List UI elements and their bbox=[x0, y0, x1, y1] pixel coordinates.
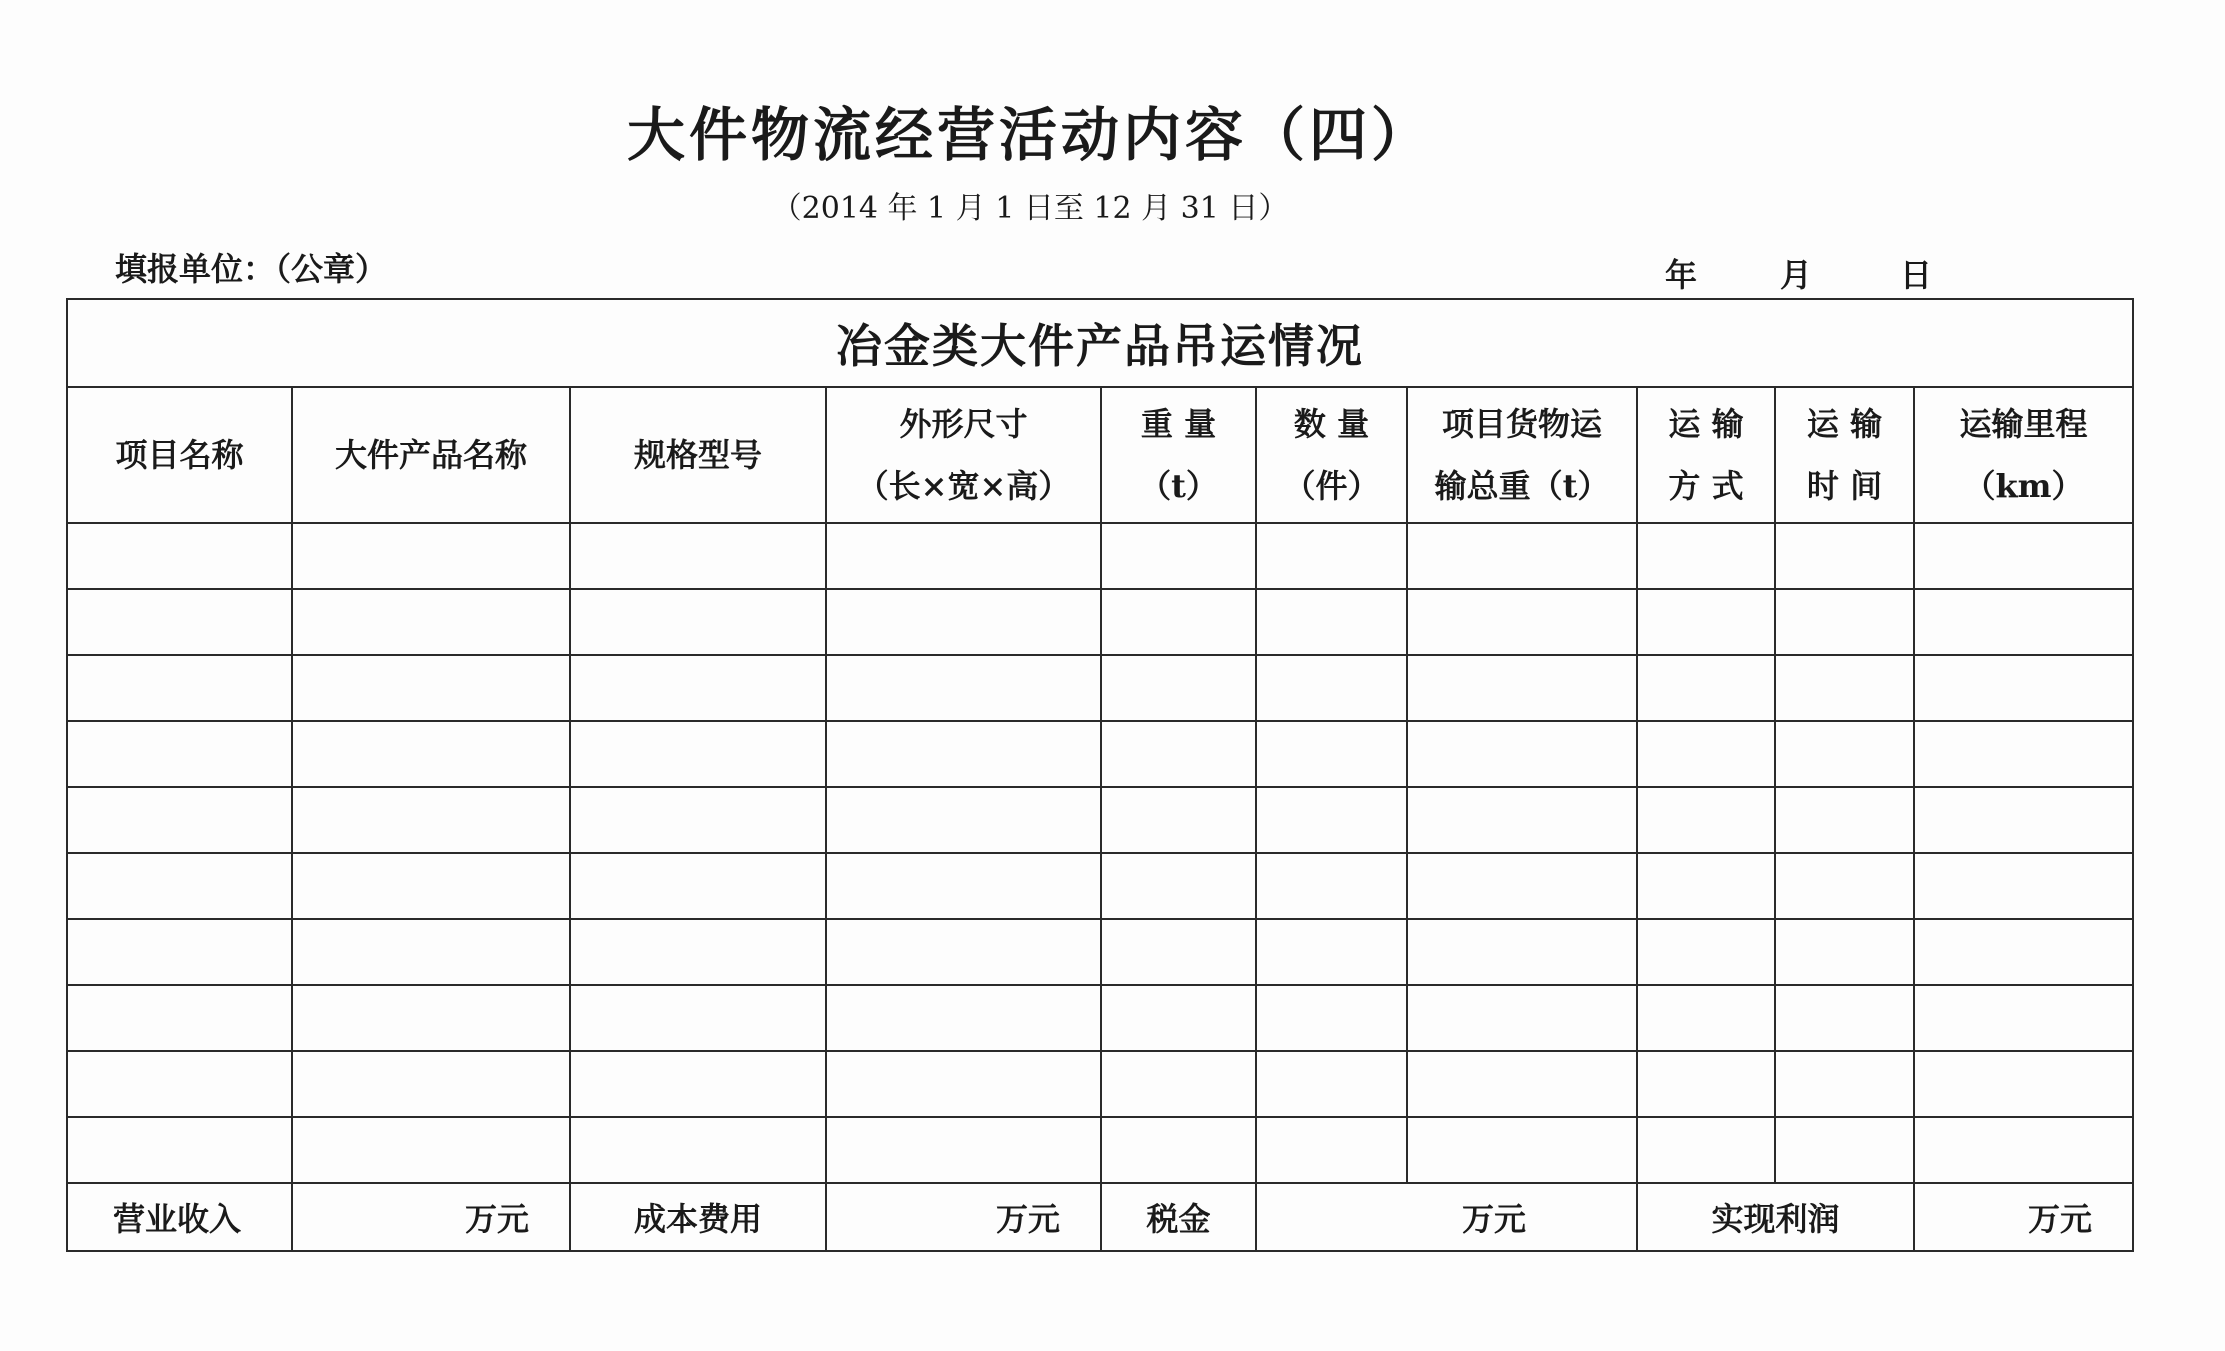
table-cell[interactable] bbox=[570, 655, 826, 721]
table-cell[interactable] bbox=[1256, 523, 1407, 589]
table-cell[interactable] bbox=[1775, 787, 1914, 853]
table-cell[interactable] bbox=[570, 787, 826, 853]
table-cell[interactable] bbox=[826, 787, 1101, 853]
table-cell[interactable] bbox=[67, 985, 292, 1051]
metallurgy-cargo-table bbox=[66, 298, 2134, 1252]
table-cell[interactable] bbox=[826, 523, 1101, 589]
table-cell[interactable] bbox=[570, 1051, 826, 1117]
table-cell[interactable] bbox=[67, 721, 292, 787]
table-row bbox=[67, 721, 2133, 787]
table-cell[interactable] bbox=[1637, 985, 1775, 1051]
table-cell[interactable] bbox=[292, 1051, 570, 1117]
table-cell[interactable] bbox=[1775, 1117, 1914, 1183]
table-cell[interactable] bbox=[1637, 787, 1775, 853]
table-cell[interactable] bbox=[1407, 787, 1637, 853]
table-cell[interactable] bbox=[292, 589, 570, 655]
cost-unit: 万元 bbox=[826, 1183, 1101, 1251]
table-cell[interactable] bbox=[570, 853, 826, 919]
table-cell[interactable] bbox=[292, 721, 570, 787]
revenue-label: 营业收入 bbox=[67, 1183, 292, 1251]
table-cell[interactable] bbox=[1775, 1051, 1914, 1117]
section-title-row bbox=[67, 299, 2133, 387]
table-row bbox=[67, 655, 2133, 721]
date-year-label: 年 bbox=[1665, 256, 1698, 294]
table-row bbox=[67, 589, 2133, 655]
table-cell[interactable] bbox=[1914, 721, 2133, 787]
reporting-period: （2014 年 1 月 1 日至 12 月 31 日） bbox=[771, 191, 1289, 226]
col-header-transport-time: 运 输 时 间 bbox=[1775, 387, 1914, 523]
table-cell[interactable] bbox=[1256, 787, 1407, 853]
table-cell[interactable] bbox=[292, 853, 570, 919]
table-cell[interactable] bbox=[570, 985, 826, 1051]
col-header-product-name: 大件产品名称 bbox=[292, 387, 570, 523]
table-cell[interactable] bbox=[1407, 1051, 1637, 1117]
table-cell[interactable] bbox=[570, 589, 826, 655]
table-cell[interactable] bbox=[1637, 655, 1775, 721]
table-cell[interactable] bbox=[1256, 853, 1407, 919]
table-cell[interactable] bbox=[1637, 721, 1775, 787]
table-row bbox=[67, 523, 2133, 589]
table-cell[interactable] bbox=[1407, 919, 1637, 985]
tax-unit: 万元 bbox=[1256, 1183, 1637, 1251]
date-month-label: 月 bbox=[1780, 256, 1813, 294]
table-cell[interactable] bbox=[67, 655, 292, 721]
table-cell[interactable] bbox=[1914, 655, 2133, 721]
section-title: 冶金类大件产品吊运情况 bbox=[67, 299, 2133, 387]
table-cell[interactable] bbox=[1637, 1117, 1775, 1183]
col-header-total-weight: 项目货物运 输总重（t） bbox=[1407, 387, 1637, 523]
table-cell[interactable] bbox=[1101, 1117, 1256, 1183]
table-cell[interactable] bbox=[292, 655, 570, 721]
table-cell[interactable] bbox=[1101, 655, 1256, 721]
table-cell[interactable] bbox=[1914, 1117, 2133, 1183]
table-cell[interactable] bbox=[1914, 787, 2133, 853]
tax-label: 税金 bbox=[1101, 1183, 1256, 1251]
table-cell[interactable] bbox=[1775, 589, 1914, 655]
table-cell[interactable] bbox=[570, 1117, 826, 1183]
summary-row bbox=[67, 1183, 2133, 1251]
table-cell[interactable] bbox=[1256, 985, 1407, 1051]
table-cell[interactable] bbox=[826, 985, 1101, 1051]
column-header-row bbox=[67, 387, 2133, 523]
table-cell[interactable] bbox=[1914, 1051, 2133, 1117]
table-cell[interactable] bbox=[67, 1051, 292, 1117]
table-cell[interactable] bbox=[1775, 853, 1914, 919]
table-cell[interactable] bbox=[1256, 721, 1407, 787]
table-cell[interactable] bbox=[292, 523, 570, 589]
table-cell[interactable] bbox=[570, 919, 826, 985]
table-cell[interactable] bbox=[1407, 721, 1637, 787]
table-cell[interactable] bbox=[826, 721, 1101, 787]
table-cell[interactable] bbox=[1407, 985, 1637, 1051]
table-cell[interactable] bbox=[1914, 853, 2133, 919]
table-cell[interactable] bbox=[1407, 853, 1637, 919]
table-row bbox=[67, 1051, 2133, 1117]
table-cell[interactable] bbox=[1101, 985, 1256, 1051]
table-cell[interactable] bbox=[1914, 985, 2133, 1051]
table-cell[interactable] bbox=[1775, 655, 1914, 721]
table-cell[interactable] bbox=[826, 1117, 1101, 1183]
table-cell[interactable] bbox=[1101, 523, 1256, 589]
table-cell[interactable] bbox=[1407, 523, 1637, 589]
table-cell[interactable] bbox=[1914, 589, 2133, 655]
table-cell[interactable] bbox=[1101, 1051, 1256, 1117]
table-cell[interactable] bbox=[292, 985, 570, 1051]
table-cell[interactable] bbox=[1256, 655, 1407, 721]
table-cell[interactable] bbox=[1914, 919, 2133, 985]
table-cell[interactable] bbox=[1256, 919, 1407, 985]
table-cell[interactable] bbox=[1637, 523, 1775, 589]
table-row bbox=[67, 985, 2133, 1051]
table-cell[interactable] bbox=[1775, 523, 1914, 589]
col-header-mileage: 运输里程 （km） bbox=[1914, 387, 2133, 523]
table-cell[interactable] bbox=[1407, 655, 1637, 721]
table-cell[interactable] bbox=[1407, 589, 1637, 655]
date-day-label: 日 bbox=[1900, 256, 1933, 294]
table-row bbox=[67, 787, 2133, 853]
table-cell[interactable] bbox=[292, 1117, 570, 1183]
col-header-spec-model: 规格型号 bbox=[570, 387, 826, 523]
table-cell[interactable] bbox=[1637, 853, 1775, 919]
table-cell[interactable] bbox=[826, 853, 1101, 919]
table-cell[interactable] bbox=[1775, 985, 1914, 1051]
table-cell[interactable] bbox=[570, 523, 826, 589]
col-header-dimensions: 外形尺寸 （长×宽×高） bbox=[826, 387, 1101, 523]
profit-unit: 万元 bbox=[1914, 1183, 2133, 1251]
table-cell[interactable] bbox=[67, 1117, 292, 1183]
table-cell[interactable] bbox=[67, 853, 292, 919]
table-cell[interactable] bbox=[67, 589, 292, 655]
col-header-quantity: 数 量 （件） bbox=[1256, 387, 1407, 523]
table-cell[interactable] bbox=[67, 523, 292, 589]
table-cell[interactable] bbox=[1101, 721, 1256, 787]
profit-label: 实现利润 bbox=[1637, 1183, 1914, 1251]
col-header-transport-mode: 运 输 方 式 bbox=[1637, 387, 1775, 523]
table-cell[interactable] bbox=[1775, 919, 1914, 985]
table-cell[interactable] bbox=[1775, 721, 1914, 787]
table-cell[interactable] bbox=[826, 655, 1101, 721]
table-cell[interactable] bbox=[67, 787, 292, 853]
table-row bbox=[67, 1117, 2133, 1183]
table-cell[interactable] bbox=[1637, 919, 1775, 985]
table-cell[interactable] bbox=[826, 919, 1101, 985]
table-cell[interactable] bbox=[1637, 1051, 1775, 1117]
table-cell[interactable] bbox=[1407, 1117, 1637, 1183]
table-body bbox=[67, 523, 2133, 1183]
table-cell[interactable] bbox=[292, 787, 570, 853]
table-cell[interactable] bbox=[292, 919, 570, 985]
table-cell[interactable] bbox=[826, 1051, 1101, 1117]
table-cell[interactable] bbox=[1101, 919, 1256, 985]
table-cell[interactable] bbox=[1101, 787, 1256, 853]
reporting-unit-label: 填报单位：（公章） bbox=[115, 250, 388, 288]
col-header-project-name: 项目名称 bbox=[67, 387, 292, 523]
table-cell[interactable] bbox=[1256, 1051, 1407, 1117]
table-row bbox=[67, 853, 2133, 919]
page-title: 大件物流经营活动内容（四） bbox=[626, 101, 1433, 169]
table-cell[interactable] bbox=[570, 721, 826, 787]
date-label bbox=[1665, 250, 1932, 296]
table-cell[interactable] bbox=[1256, 589, 1407, 655]
revenue-unit: 万元 bbox=[292, 1183, 570, 1251]
table-cell[interactable] bbox=[67, 919, 292, 985]
table-cell[interactable] bbox=[1101, 853, 1256, 919]
table-cell[interactable] bbox=[1637, 589, 1775, 655]
table-cell[interactable] bbox=[1101, 589, 1256, 655]
table-cell[interactable] bbox=[1914, 523, 2133, 589]
col-header-weight: 重 量 （t） bbox=[1101, 387, 1256, 523]
table-cell[interactable] bbox=[1256, 1117, 1407, 1183]
cost-label: 成本费用 bbox=[570, 1183, 826, 1251]
table-cell[interactable] bbox=[826, 589, 1101, 655]
table-row bbox=[67, 919, 2133, 985]
